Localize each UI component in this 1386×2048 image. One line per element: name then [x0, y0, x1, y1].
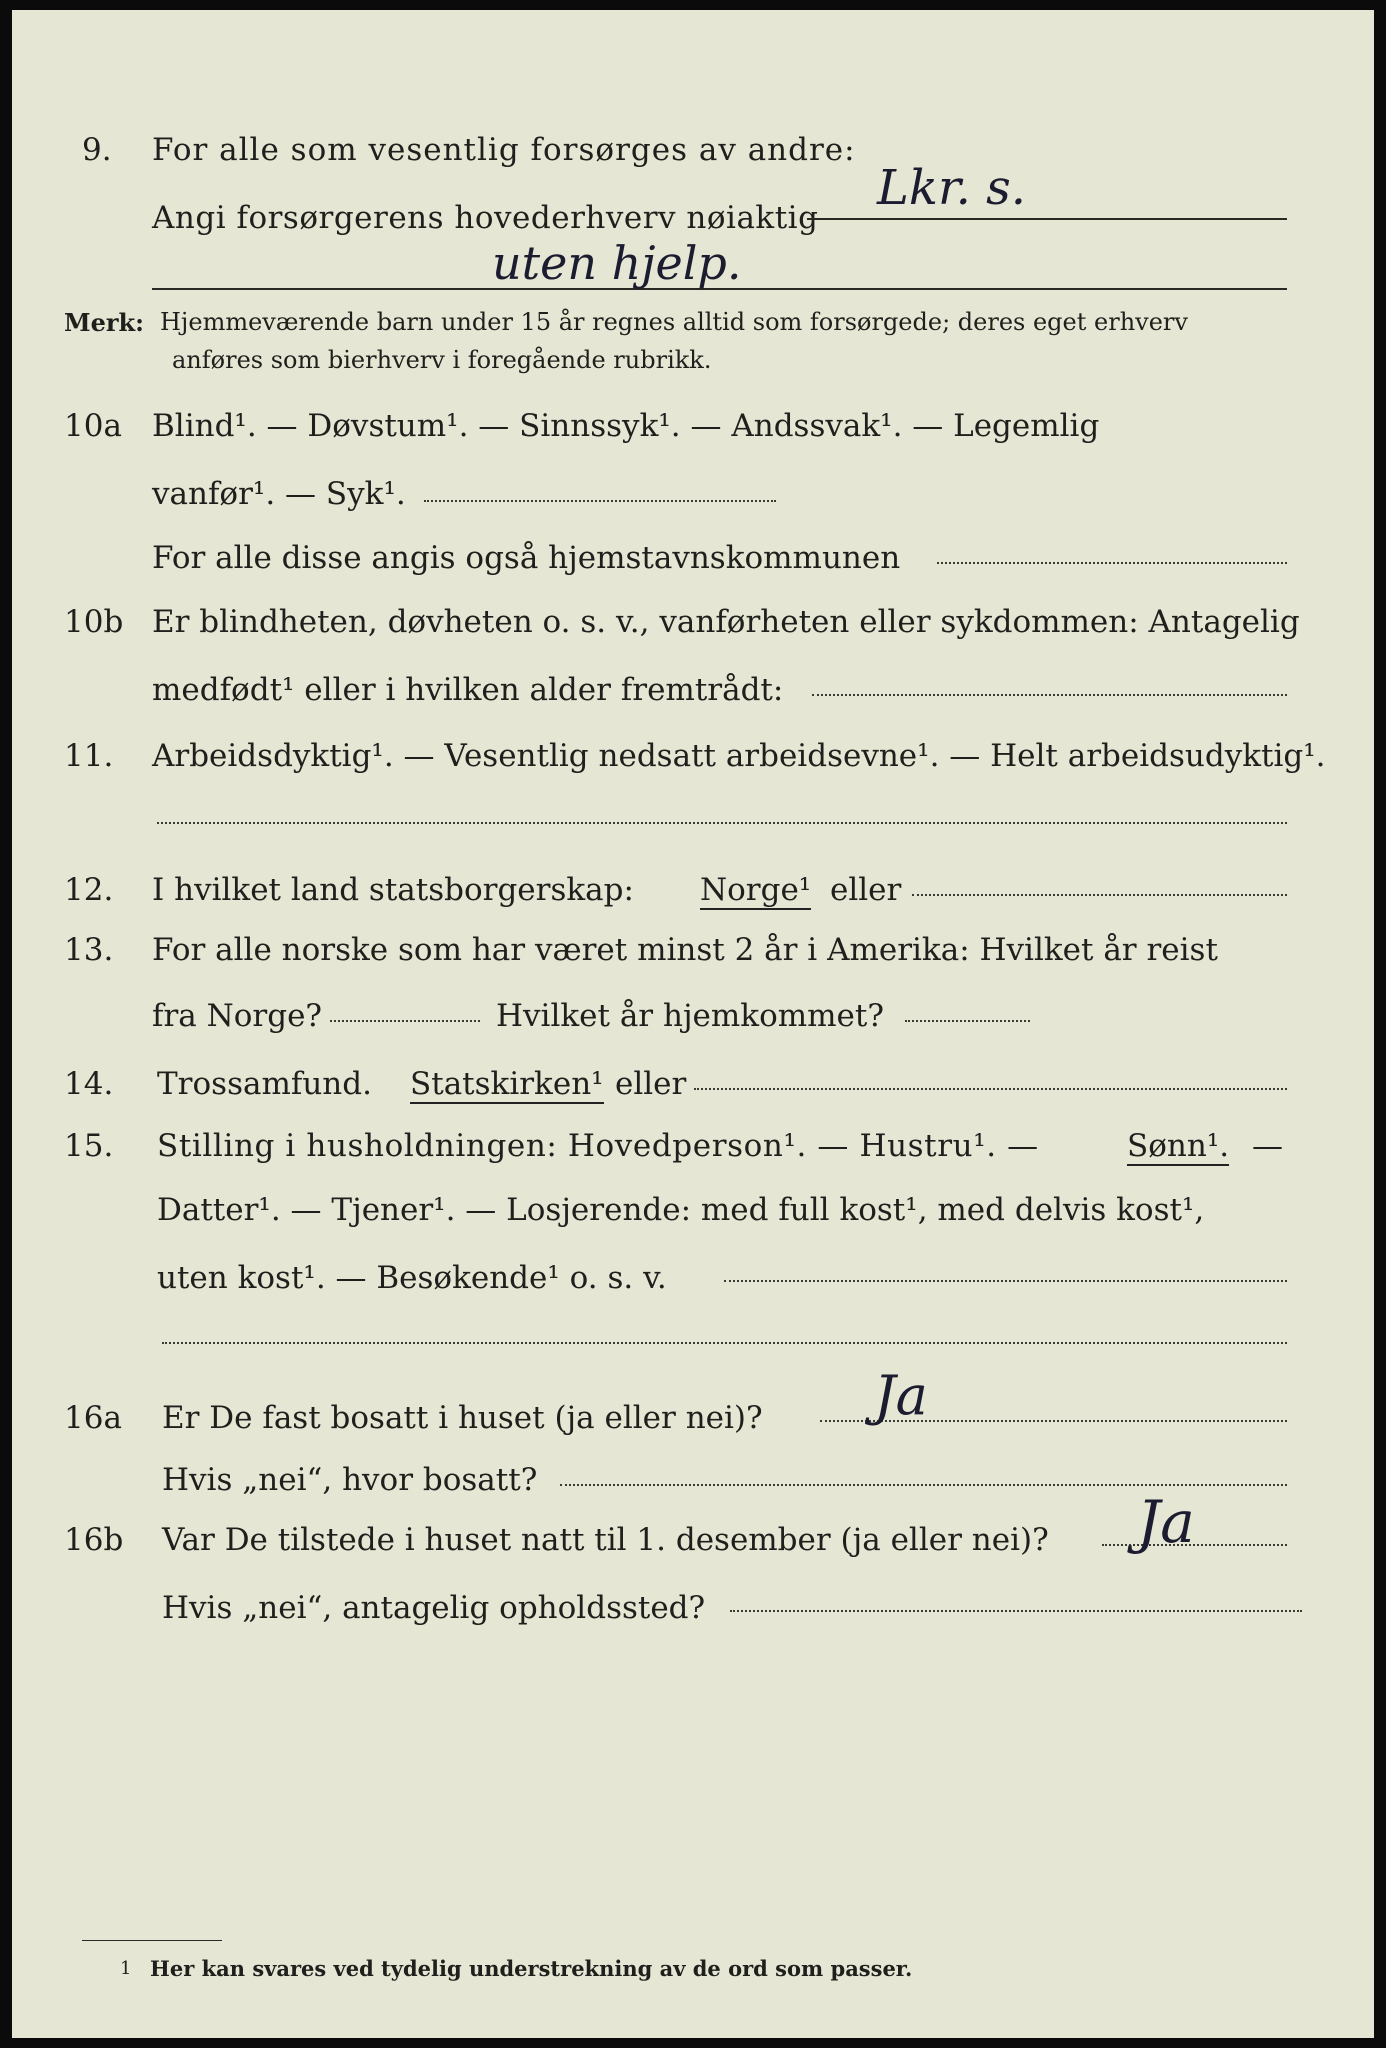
- q15-answer-dots-2: [162, 1342, 1287, 1344]
- q9-handwritten-answer-2: uten hjelp.: [492, 236, 742, 290]
- q16b-number: 16b: [64, 1522, 124, 1558]
- q16a-answer-dots-2: [560, 1484, 1287, 1486]
- q9-number: 9.: [82, 132, 112, 168]
- q14-number: 14.: [64, 1066, 114, 1102]
- q12-number: 12.: [64, 872, 114, 908]
- q13-answer-dots-1: [330, 1020, 480, 1022]
- q15-number: 15.: [64, 1128, 114, 1164]
- q16a-number: 16a: [64, 1400, 122, 1436]
- q9-line2: Angi forsørgerens hovederhverv nøiaktig: [152, 200, 819, 236]
- q15-answer-dots-1: [724, 1280, 1287, 1282]
- q15-line1-a: Stilling i husholdningen: Hovedperson¹. — Hustru¹. —: [157, 1128, 1039, 1164]
- q10a-line2: vanfør¹. — Syk¹.: [152, 476, 406, 512]
- q10a-number: 10a: [64, 408, 122, 444]
- footnote-rule: [82, 1940, 222, 1941]
- q9-answer-line-1: [807, 218, 1287, 220]
- q10b-number: 10b: [64, 604, 124, 640]
- q12-line1-c: eller: [830, 872, 902, 908]
- q15-line2: Datter¹. — Tjener¹. — Losjerende: med full kost¹, med delvis kost¹,: [157, 1192, 1205, 1228]
- q16b-answer-dots-2: [730, 1610, 1302, 1612]
- q10b-line2: medfødt¹ eller i hvilken alder fremtrådt:: [152, 672, 784, 708]
- q9-handwritten-answer-1: Lkr. s.: [877, 160, 1027, 216]
- footnote-text: Her kan svares ved tydelig understrekning av de ord som passer.: [150, 1956, 913, 1981]
- q13-line2-a: fra Norge?: [152, 998, 323, 1034]
- q15-line1-c: —: [1252, 1128, 1283, 1164]
- q14-answer-dots: [694, 1088, 1287, 1090]
- q14-statskirken-underlined: Statskirken¹: [410, 1066, 604, 1102]
- q13-answer-dots-2: [905, 1020, 1030, 1022]
- q11-line1: Arbeidsdyktig¹. — Vesentlig nedsatt arbeidsevne¹. — Helt arbeidsudyktig¹.: [152, 738, 1326, 774]
- q13-line2-b: Hvilket år hjemkommet?: [496, 998, 884, 1034]
- q11-answer-dots: [157, 822, 1287, 824]
- q16a-line1: Er De fast bosatt i huset (ja eller nei)?: [162, 1400, 763, 1436]
- merk-line1: Hjemmeværende barn under 15 år regnes alltid som forsørgede; deres eget erhverv: [160, 308, 1188, 336]
- q10a-answer-dots-1: [424, 500, 776, 502]
- q16b-handwritten-answer: Ja: [1137, 1488, 1195, 1556]
- footnote-mark: 1: [120, 1958, 132, 1979]
- q9-line1: For alle som vesentlig forsørges av andre:: [152, 132, 856, 168]
- q10a-answer-dots-2: [937, 562, 1287, 564]
- q10a-line1: Blind¹. — Døvstum¹. — Sinnssyk¹. — Andssvak¹. — Legemlig: [152, 408, 1100, 444]
- q13-line1: For alle norske som har været minst 2 år i Amerika: Hvilket år reist: [152, 932, 1218, 968]
- q10b-answer-dots: [812, 694, 1287, 696]
- q10a-line3: For alle disse angis også hjemstavnskommunen: [152, 540, 901, 576]
- q15-sonn-underlined: Sønn¹.: [1127, 1128, 1230, 1164]
- q12-line1-a: I hvilket land statsborgerskap:: [152, 872, 634, 908]
- q15-line3: uten kost¹. — Besøkende¹ o. s. v.: [157, 1260, 667, 1296]
- q16b-line1: Var De tilstede i huset natt til 1. desember (ja eller nei)?: [162, 1522, 1049, 1558]
- q11-number: 11.: [64, 738, 114, 774]
- merk-label: Merk:: [64, 308, 144, 337]
- q10b-line1: Er blindheten, døvheten o. s. v., vanførheten eller sykdommen: Antagelig: [152, 604, 1300, 640]
- q16b-line2: Hvis „nei“, antagelig opholdssted?: [162, 1590, 706, 1626]
- q16a-handwritten-answer: Ja: [874, 1364, 928, 1427]
- merk-line2: anføres som bierhverv i foregående rubrikk.: [172, 346, 712, 374]
- q12-norge-underlined: Norge¹: [700, 872, 812, 908]
- q16a-line2: Hvis „nei“, hvor bosatt?: [162, 1462, 538, 1498]
- census-form-page: [12, 10, 1374, 2038]
- q14-line1-a: Trossamfund.: [157, 1066, 372, 1102]
- q12-answer-dots: [912, 894, 1287, 896]
- q13-number: 13.: [64, 932, 114, 968]
- q14-line1-c: eller: [615, 1066, 687, 1102]
